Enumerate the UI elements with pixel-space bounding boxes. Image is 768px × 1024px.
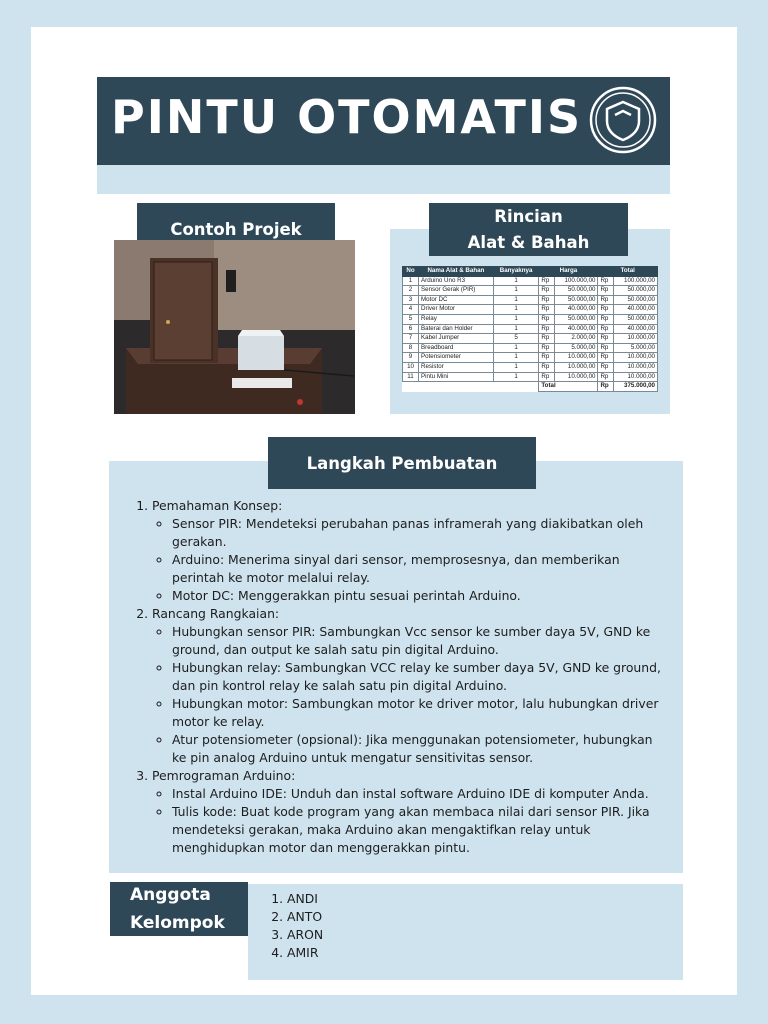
cell-name: Resistor xyxy=(419,362,494,372)
cell-total-currency: Rp xyxy=(598,305,614,315)
cell-price-currency: Rp xyxy=(539,286,555,296)
cell-total: 40.000,00 xyxy=(614,324,658,334)
cell-name: Kabel Jumper xyxy=(419,334,494,344)
cell-total-currency: Rp xyxy=(598,324,614,334)
cell-total: 40.000,00 xyxy=(614,305,658,315)
table-header-qty: Banyaknya xyxy=(493,267,539,277)
cell-price-currency: Rp xyxy=(539,372,555,382)
cell-name: Motor DC xyxy=(419,295,494,305)
cell-price: 10.000,00 xyxy=(554,372,597,382)
cell-grand-total-currency: Rp xyxy=(598,382,614,392)
step-item xyxy=(152,497,668,605)
cell-qty: 1 xyxy=(493,295,539,305)
cell-name: Pintu Mini xyxy=(419,372,494,382)
cell-price-currency: Rp xyxy=(539,343,555,353)
cell-price: 50.000,00 xyxy=(554,295,597,305)
materials-label xyxy=(429,203,628,256)
materials-label-line2: Alat & Bahah xyxy=(467,232,590,252)
cell-price-currency: Rp xyxy=(539,334,555,344)
step-title: Rancang Rangkaian: xyxy=(152,606,280,621)
cell-name: Arduino Uno R3 xyxy=(419,276,494,286)
cell-price-currency: Rp xyxy=(539,353,555,363)
cell-qty: 1 xyxy=(493,372,539,382)
cell-no: 2 xyxy=(403,286,419,296)
cell-total-currency: Rp xyxy=(598,334,614,344)
cell-total: 10.000,00 xyxy=(614,362,658,372)
step-subitem: ◦ Hubungkan sensor PIR: Sambungkan Vcc sensor ke sumber daya 5V, GND ke ground, dan output ke salah satu pin digital Arduino. xyxy=(172,623,668,659)
cell-name: Sensor Gerak (PIR) xyxy=(419,286,494,296)
cell-no: 6 xyxy=(403,324,419,334)
cell-total-currency: Rp xyxy=(598,372,614,382)
cell-name: Baterai dan Holder xyxy=(419,324,494,334)
step-subitem: ◦ Motor DC: Menggerakkan pintu sesuai perintah Arduino. xyxy=(172,587,668,605)
table-row xyxy=(403,276,658,286)
cell-qty: 1 xyxy=(493,314,539,324)
table-header-total: Total xyxy=(598,267,658,277)
cell-total-currency: Rp xyxy=(598,295,614,305)
step-item xyxy=(152,767,668,857)
step-subitem: ◦ Atur potensiometer (opsional): Jika menggunakan potensiometer, hubungkan ke pin analog Arduino untuk mengatur sensitivitas sensor. xyxy=(172,731,668,767)
cell-blank xyxy=(403,382,539,392)
table-row xyxy=(403,286,658,296)
cell-price: 100.000,00 xyxy=(554,276,597,286)
table-row xyxy=(403,324,658,334)
shield-logo-icon xyxy=(588,85,658,155)
step-subitem: ◦ Arduino: Menerima sinyal dari sensor, memprosesnya, dan memberikan perintah ke motor melalui relay. xyxy=(172,551,668,587)
cell-no: 1 xyxy=(403,276,419,286)
cell-qty: 1 xyxy=(493,362,539,372)
cell-total: 10.000,00 xyxy=(614,334,658,344)
step-item xyxy=(152,605,668,767)
table-row xyxy=(403,362,658,372)
members-list xyxy=(273,890,323,962)
cell-qty: 5 xyxy=(493,334,539,344)
step-subitem: ◦ Hubungkan relay: Sambungkan VCC relay ke sumber daya 5V, GND ke ground, dan pin kontrol relay ke salah satu pin digital Arduino. xyxy=(172,659,668,695)
steps-list xyxy=(138,497,668,857)
banner-underline-band xyxy=(97,165,670,194)
cell-no: 9 xyxy=(403,353,419,363)
cell-total-label: Total xyxy=(539,382,598,392)
cell-name: Potensiometer xyxy=(419,353,494,363)
cell-price: 40.000,00 xyxy=(554,324,597,334)
automatic-door-prototype-image xyxy=(114,240,355,414)
table-row xyxy=(403,295,658,305)
table-header-row xyxy=(403,267,658,277)
cell-total: 10.000,00 xyxy=(614,353,658,363)
cell-qty: 1 xyxy=(493,305,539,315)
cell-price: 50.000,00 xyxy=(554,286,597,296)
steps-label-text: Langkah Pembuatan xyxy=(306,453,498,473)
cell-total-currency: Rp xyxy=(598,286,614,296)
cell-no: 4 xyxy=(403,305,419,315)
step-title: Pemrograman Arduino: xyxy=(152,768,296,783)
cell-total: 100.000,00 xyxy=(614,276,658,286)
cell-total: 5.000,00 xyxy=(614,343,658,353)
materials-label-line1: Rincian xyxy=(494,206,563,226)
example-project-label-text: Contoh Projek xyxy=(170,219,302,239)
cell-total: 10.000,00 xyxy=(614,372,658,382)
members-label-line2: Kelompok xyxy=(130,913,225,933)
cell-name: Breadboard xyxy=(419,343,494,353)
members-label-line1: Anggota xyxy=(130,885,211,905)
step-subitems xyxy=(152,623,668,767)
step-subitems xyxy=(152,785,668,857)
cell-qty: 1 xyxy=(493,286,539,296)
step-subitem: ◦ Sensor PIR: Mendeteksi perubahan panas inframerah yang diakibatkan oleh gerakan. xyxy=(172,515,668,551)
steps-content xyxy=(138,497,668,857)
table-header-name: Nama Alat & Bahan xyxy=(419,267,494,277)
table-row xyxy=(403,372,658,382)
table-row xyxy=(403,314,658,324)
member-item: 3. ARON xyxy=(287,926,323,944)
cell-total-currency: Rp xyxy=(598,362,614,372)
step-subitem: ◦ Instal Arduino IDE: Unduh dan instal software Arduino IDE di komputer Anda. xyxy=(172,785,668,803)
steps-label xyxy=(268,437,536,489)
cell-price-currency: Rp xyxy=(539,305,555,315)
table-header-price: Harga xyxy=(539,267,598,277)
cell-no: 7 xyxy=(403,334,419,344)
cell-total-currency: Rp xyxy=(598,314,614,324)
step-subitems xyxy=(152,515,668,605)
cell-grand-total: 375.000,00 xyxy=(614,382,658,392)
cell-total: 50.000,00 xyxy=(614,295,658,305)
table-row xyxy=(403,343,658,353)
table-row xyxy=(403,353,658,363)
title-banner xyxy=(97,77,670,165)
cell-price: 10.000,00 xyxy=(554,353,597,363)
members-label xyxy=(110,882,248,936)
cell-total-currency: Rp xyxy=(598,276,614,286)
cell-qty: 1 xyxy=(493,343,539,353)
cell-no: 8 xyxy=(403,343,419,353)
cell-qty: 1 xyxy=(493,353,539,363)
table-total-row xyxy=(403,382,658,392)
cell-price: 40.000,00 xyxy=(554,305,597,315)
step-subitem: ◦ Hubungkan motor: Sambungkan motor ke driver motor, lalu hubungkan driver motor ke relay. xyxy=(172,695,668,731)
cell-price: 5.000,00 xyxy=(554,343,597,353)
cell-no: 11 xyxy=(403,372,419,382)
table-row xyxy=(403,334,658,344)
cell-price-currency: Rp xyxy=(539,324,555,334)
table-row xyxy=(403,305,658,315)
cell-price: 10.000,00 xyxy=(554,362,597,372)
page-title: PINTU OTOMATIS xyxy=(111,90,583,144)
cell-no: 5 xyxy=(403,314,419,324)
step-title: Pemahaman Konsep: xyxy=(152,498,283,513)
cell-total-currency: Rp xyxy=(598,343,614,353)
cell-price-currency: Rp xyxy=(539,362,555,372)
cell-no: 10 xyxy=(403,362,419,372)
cell-price-currency: Rp xyxy=(539,276,555,286)
cell-total: 50.000,00 xyxy=(614,314,658,324)
cell-name: Relay xyxy=(419,314,494,324)
cell-qty: 1 xyxy=(493,324,539,334)
materials-table-body xyxy=(403,276,658,391)
cell-price: 50.000,00 xyxy=(554,314,597,324)
member-item: 1. ANDI xyxy=(287,890,323,908)
cell-total: 50.000,00 xyxy=(614,286,658,296)
member-item: 4. AMIR xyxy=(287,944,323,962)
cell-price-currency: Rp xyxy=(539,295,555,305)
cell-price: 2.000,00 xyxy=(554,334,597,344)
cell-qty: 1 xyxy=(493,276,539,286)
cell-name: Driver Motor xyxy=(419,305,494,315)
step-subitem: ◦ Tulis kode: Buat kode program yang akan membaca nilai dari sensor PIR. Jika mendeteksi gerakan, maka Arduino akan mengaktifkan relay untuk menghidupkan motor dan menggerakkan pintu. xyxy=(172,803,668,857)
member-item: 2. ANTO xyxy=(287,908,323,926)
cell-price-currency: Rp xyxy=(539,314,555,324)
cell-no: 3 xyxy=(403,295,419,305)
table-header-no: No xyxy=(403,267,419,277)
project-photo xyxy=(114,240,355,414)
materials-table xyxy=(402,266,658,392)
cell-total-currency: Rp xyxy=(598,353,614,363)
members-content xyxy=(273,890,323,962)
